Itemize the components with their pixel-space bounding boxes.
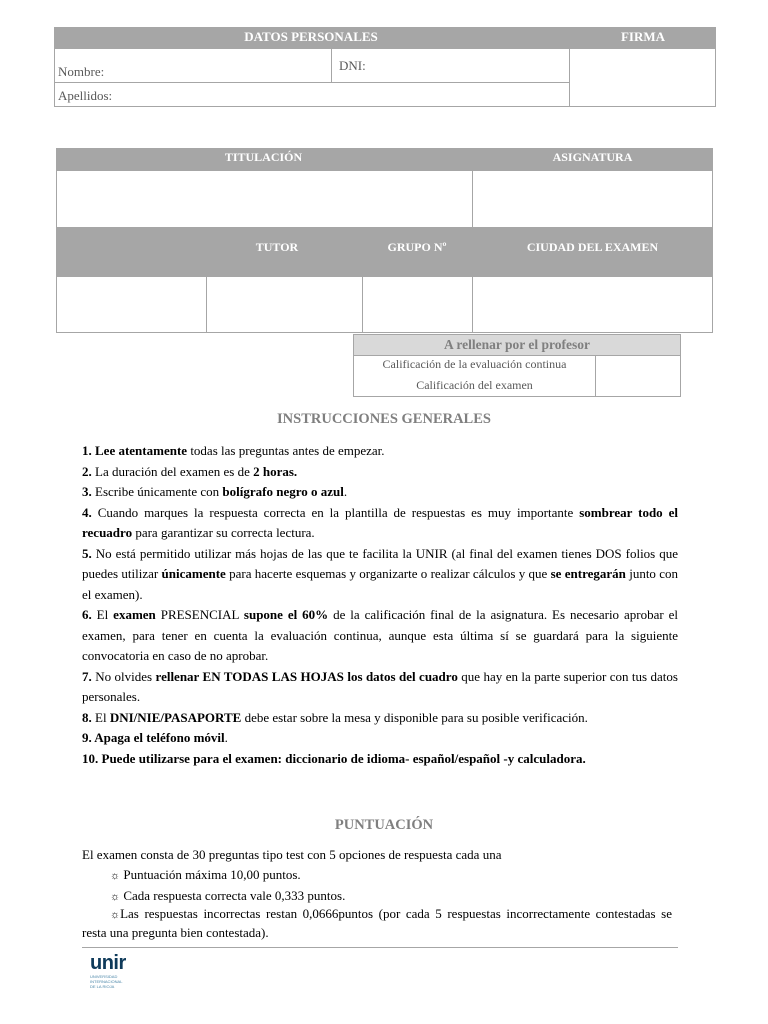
titulacion-field[interactable] — [56, 170, 473, 228]
firma-field[interactable] — [569, 48, 716, 107]
grupo-field[interactable] — [362, 276, 473, 333]
nombre-label: Nombre: — [58, 64, 105, 79]
instruction-4: 4. Cuando marques la respuesta correcta en la plantilla de respuestas es muy importante sombrear todo el recuadro para garantizar su correcta lectura. — [82, 504, 678, 540]
nombre-field[interactable] — [54, 48, 332, 83]
dni-label: DNI: — [339, 58, 366, 73]
calificacion-examen-label: Calificación del examen — [416, 378, 533, 392]
puntuacion-bullet-1: ☼ Puntuación máxima 10,00 puntos. — [110, 867, 301, 882]
dni-field[interactable] — [331, 48, 570, 83]
unir-logo-sub1: UNIVERSIDAD — [90, 974, 118, 979]
instructions-list — [82, 441, 678, 769]
sun-bullet-icon: ☼ — [110, 891, 121, 903]
instrucciones-title: INSTRUCCIONES GENERALES — [277, 411, 491, 427]
asignatura-title: ASIGNATURA — [472, 148, 713, 166]
ciudad-field[interactable] — [472, 276, 713, 333]
ciudad-title: CIUDAD DEL EXAMEN — [472, 240, 713, 255]
unir-logo-text: unir — [90, 952, 126, 974]
instruction-3: 3. Escribe únicamente con bolígrafo negro o azul. — [82, 484, 348, 499]
apellidos-label: Apellidos: — [58, 88, 113, 103]
instruction-7: 7. No olvides rellenar EN TODAS LAS HOJAS los datos del cuadro que hay en la parte superior con tus datos personales. — [82, 668, 678, 704]
puntuacion-bullet-2: ☼ Cada respuesta correcta vale 0,333 puntos. — [110, 888, 346, 903]
titulacion-title: TITULACIÓN — [56, 148, 471, 166]
firma-title: FIRMA — [570, 27, 716, 48]
tutor-field[interactable] — [206, 276, 363, 333]
unir-logo-sub2: INTERNACIONAL — [90, 979, 123, 984]
calificacion-continua-label: Calificación de la evaluación continua — [382, 357, 567, 371]
unir-logo — [90, 952, 150, 992]
instruction-1: 1. Lee atentamente todas las preguntas antes de empezar. — [82, 443, 385, 458]
puntuacion-intro: El examen consta de 30 preguntas tipo test con 5 opciones de respuesta cada una — [82, 847, 502, 862]
instruction-8: 8. El DNI/NIE/PASAPORTE debe estar sobre la mesa y disponible para su posible verificación. — [82, 709, 588, 725]
asignatura-field[interactable] — [472, 170, 713, 228]
unir-logo-sub3: DE LA RIOJA — [90, 984, 115, 989]
puntuacion-title: PUNTUACIÓN — [334, 817, 434, 833]
apellidos-field[interactable] — [54, 82, 570, 107]
grupo-title: GRUPO Nº — [362, 240, 472, 255]
blank-field[interactable] — [56, 276, 207, 333]
puntuacion-bullet-3: ☼Las respuestas incorrectas restan 0,0666puntos (por cada 5 respuestas incorrectamente contestadas se resta una pregunta bien contestada). — [82, 906, 672, 940]
profesor-score-field[interactable] — [595, 355, 681, 397]
instruction-6: 6. El examen PRESENCIAL supone el 60% de la calificación final de la asignatura. Es necesario aprobar el examen, para tener en cuenta la evaluación continua, aunque esta última sí se guardará para la siguiente convocatoria en caso de no aprobar. — [82, 607, 678, 663]
puntuacion-list — [82, 845, 672, 907]
instruction-9: 9. Apaga el teléfono móvil. — [82, 730, 228, 745]
instruction-2: 2. La duración del examen es de 2 horas. — [82, 463, 298, 479]
datos-personales-title: DATOS PERSONALES — [54, 27, 568, 48]
footer-divider — [82, 947, 678, 948]
tutor-title: TUTOR — [206, 240, 348, 255]
profesor-header: A rellenar por el profesor — [353, 334, 681, 356]
instruction-5: 5. No está permitido utilizar más hojas de las que te facilita la UNIR (al final del examen tienes DOS folios que puedes utilizar únicamente para hacerte esquemas y organizarte o realizar cálculos y que se entregarán junto con el examen). — [82, 545, 679, 602]
sun-bullet-icon: ☼ — [110, 909, 121, 921]
instruction-10: 10. Puede utilizarse para el examen: diccionario de idioma- español/español -y calculadora. — [82, 750, 586, 766]
sun-bullet-icon: ☼ — [110, 870, 121, 882]
